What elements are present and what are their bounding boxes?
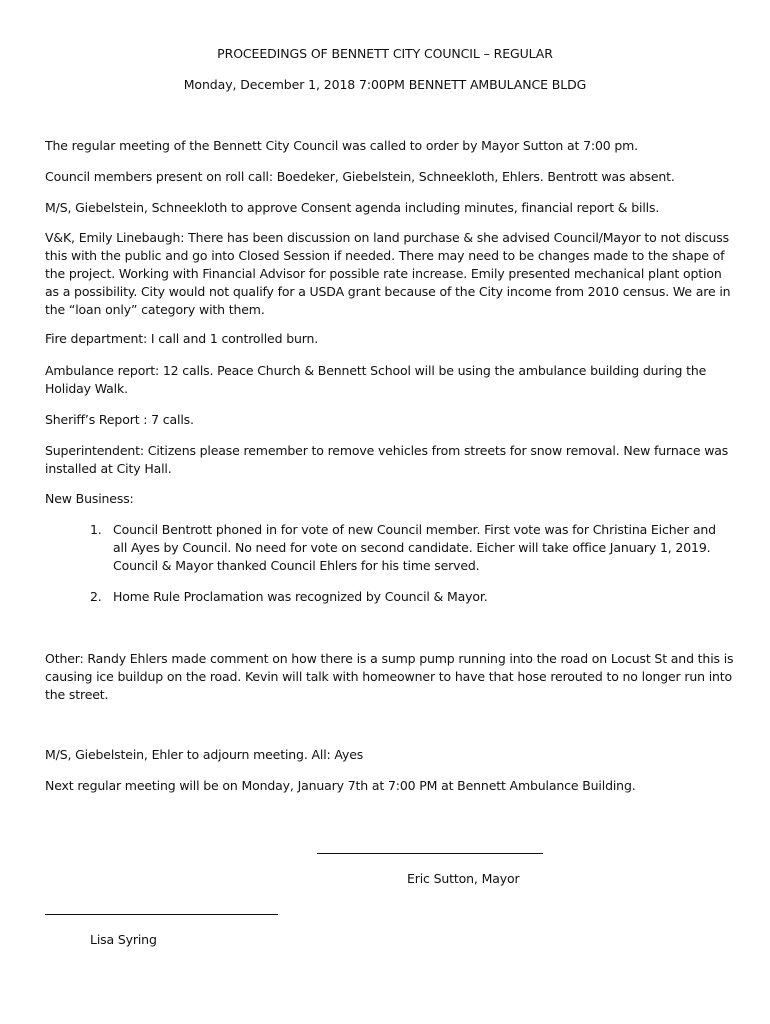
vk-report-paragraph: V&K, Emily Linebaugh: There has been discussion on land purchase & she advised Council/Mayor to not discuss this with the public and go into Closed Session if needed. There may need to be changes made to the shape of the project. Working with Financial Advisor for possible rate increase. Emily presented mechanical plant option as a possibility. City would not qualify for a USDA grant because of the City income from 2010 census. We are in the “loan only” category with them. <box>45 230 731 317</box>
list-item-number: 2. <box>90 589 102 604</box>
adjourn-paragraph: M/S, Giebelstein, Ehler to adjourn meeting. All: Ayes <box>45 747 364 762</box>
other-paragraph: Other: Randy Ehlers made comment on how there is a sump pump running into the road on Locust St and this is causing ice buildup on the road. Kevin will talk with homeowner to have that hose rerouted to no longer run into the street. <box>45 651 734 702</box>
list-item-text: Home Rule Proclamation was recognized by Council & Mayor. <box>113 589 488 604</box>
list-item-text: Council Bentrott phoned in for vote of new Council member. First vote was for Christina Eicher and all Ayes by Council. No need for vote on second candidate. Eicher will take office January 1, 2019. Council & Mayor thanked Council Ehlers for his time served. <box>113 522 716 573</box>
new-business-item <box>90 521 730 575</box>
ambulance-report-paragraph: Ambulance report: 12 calls. Peace Church & Bennett School will be using the ambulance building during the Holiday Walk. <box>45 363 707 396</box>
consent-agenda-paragraph: M/S, Giebelstein, Schneekloth to approve Consent agenda including minutes, financial report & bills. <box>45 200 660 215</box>
clerk-signature-line <box>45 914 278 915</box>
roll-call-paragraph: Council members present on roll call: Boedeker, Giebelstein, Schneekloth, Ehlers. Bentrott was absent. <box>45 169 675 184</box>
new-business-heading: New Business: <box>45 491 134 506</box>
fire-department-paragraph: Fire department: I call and 1 controlled burn. <box>45 331 319 346</box>
sheriff-report-paragraph: Sheriff’s Report : 7 calls. <box>45 412 194 427</box>
list-item-number: 1. <box>90 522 102 537</box>
clerk-signature-name: Lisa Syring <box>90 932 157 947</box>
mayor-signature-line <box>317 853 543 854</box>
document-subtitle: Monday, December 1, 2018 7:00PM BENNETT AMBULANCE BLDG <box>183 77 587 92</box>
next-meeting-paragraph: Next regular meeting will be on Monday, January 7th at 7:00 PM at Bennett Ambulance Building. <box>45 778 636 793</box>
new-business-item <box>90 588 730 606</box>
mayor-signature-name: Eric Sutton, Mayor <box>407 871 520 886</box>
superintendent-paragraph: Superintendent: Citizens please remember to remove vehicles from streets for snow removal. New furnace was installed at City Hall. <box>45 443 729 476</box>
document-title: PROCEEDINGS OF BENNETT CITY COUNCIL – REGULAR <box>217 46 553 61</box>
call-to-order-paragraph: The regular meeting of the Bennett City Council was called to order by Mayor Sutton at 7:00 pm. <box>45 138 639 153</box>
